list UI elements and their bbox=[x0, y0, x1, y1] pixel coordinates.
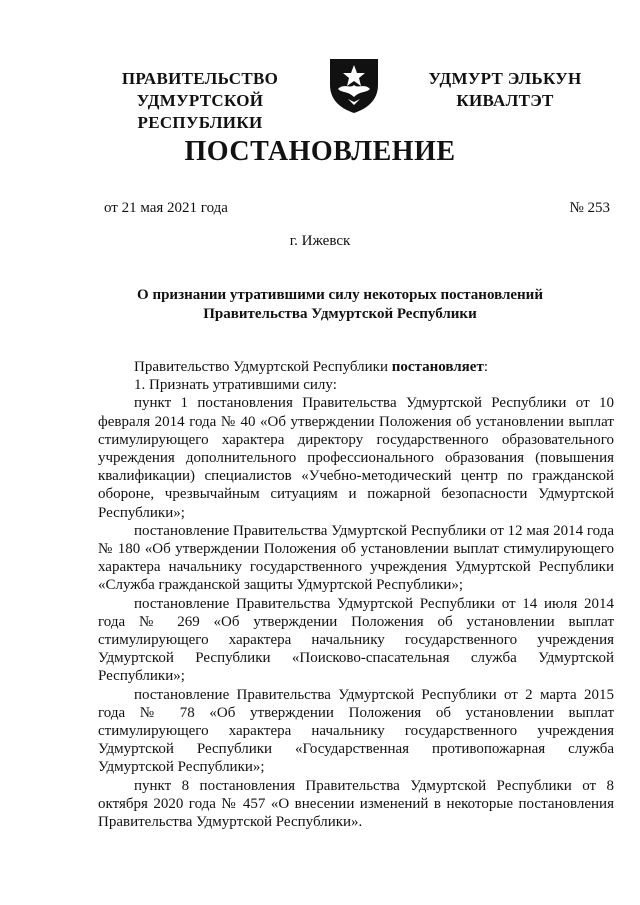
issuer-udmurt bbox=[420, 68, 590, 112]
intro-text: Правительство Удмуртской Республики bbox=[134, 359, 392, 375]
issuer-udmurt-line2: КИВАЛТЭТ bbox=[456, 91, 554, 110]
repealed-act-paragraph: пункт 1 постановления Правительства Удмуртской Республики от 10 февраля 2014 года № 40 «Об утверждении Положения об установлении выплат стимулирующего характера директору государственного образовательного учреждения дополнительного профессионального образования (повышения квалификации) специалистов «Учебно-методический центр по гражданской обороне, чрезвычайным ситуациям и пожарной безопасности Удмуртской Республики»; bbox=[98, 395, 614, 521]
issuer-russian bbox=[80, 68, 320, 134]
udmurt-coat-of-arms-icon bbox=[326, 55, 382, 115]
document-title: ПОСТАНОВЛЕНИЕ bbox=[184, 136, 456, 167]
issuer-udmurt-line1: УДМУРТ ЭЛЬКУН bbox=[428, 69, 582, 88]
intro-colon: : bbox=[483, 359, 488, 375]
repealed-act-paragraph: постановление Правительства Удмуртской Республики от 14 июля 2014 года № 269 «Об утверждении Положения об установлении выплат стимулирующего характера начальнику государственного учреждения Удмуртской Республики «Поисково-спасательная служба Удмуртской Республики»; bbox=[98, 595, 614, 685]
repealed-act-paragraph: постановление Правительства Удмуртской Республики от 12 мая 2014 года № 180 «Об утверждении Положения об установлении выплат стимулирующего характера начальнику государственного учреждения Удмуртской Республики «Служба гражданской защиты Удмуртской Республики»; bbox=[98, 522, 614, 594]
issuer-russian-line1: ПРАВИТЕЛЬСТВО bbox=[121, 69, 279, 88]
document-body bbox=[98, 358, 614, 831]
document-date: от 21 мая 2021 года bbox=[104, 200, 228, 216]
item-1: 1. Признать утратившими силу: bbox=[134, 377, 337, 394]
document-city: г. Ижевск bbox=[289, 233, 351, 249]
issuer-russian-line2: УДМУРТСКОЙ РЕСПУБЛИКИ bbox=[136, 91, 264, 132]
document-subject bbox=[100, 286, 580, 324]
subject-line2: Правительства Удмуртской Республики bbox=[203, 306, 477, 322]
intro-keyword: постановляет bbox=[391, 359, 484, 375]
repealed-act-paragraph: пункт 8 постановления Правительства Удмуртской Республики от 8 октября 2020 года № 457 «О внесении изменений в некоторые постановления Правительства Удмуртской Республики». bbox=[98, 777, 614, 831]
subject-line1: О признании утратившими силу некоторых постановлений bbox=[137, 287, 543, 303]
intro-paragraph bbox=[98, 358, 614, 376]
document-number: № 253 bbox=[569, 200, 610, 216]
repealed-act-paragraph: постановление Правительства Удмуртской Республики от 2 марта 2015 года № 78 «Об утверждении Положения об установлении выплат стимулирующего характера начальнику государственного учреждения Удмуртской Республики «Государственная противопожарная служба Удмуртской Республики»; bbox=[98, 686, 614, 776]
